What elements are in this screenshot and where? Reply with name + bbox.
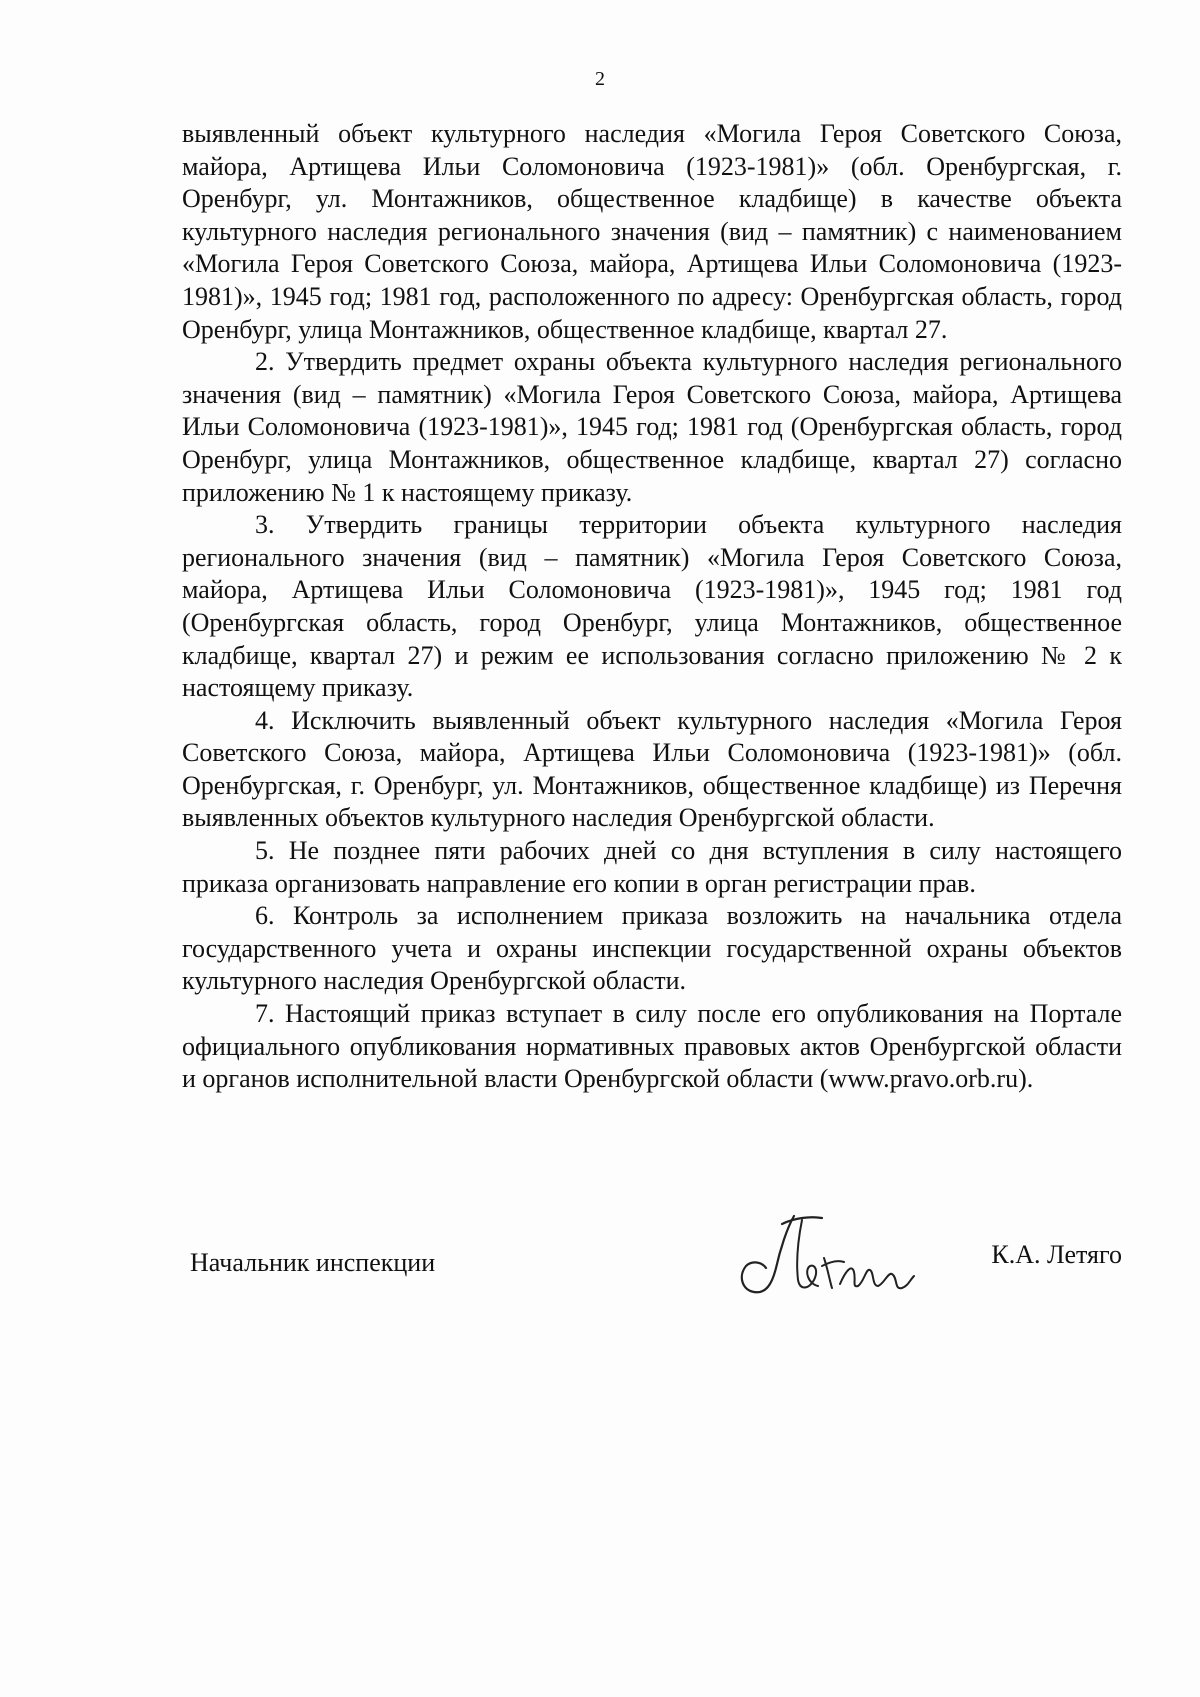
signatory-title: Начальник инспекции [190,1248,436,1277]
handwritten-signature [732,1210,922,1300]
signatory-name: К.А. Летяго [991,1240,1122,1269]
paragraph-item-3: 3. Утвердить границы территории объекта культурного наследия регионального значения (вид – памятник) «Могила Героя Советского Союза, майора, Артищева Ильи Соломоновича (1923-1981)», 1945 год; 1981 год (Оренбургская область, город Оренбург, улица Монтажников, общественное кладбище, квартал 27) и режим ее использования согласно приложению № 2 к настоящему приказу. [182,510,1122,703]
document-body [182,118,1122,1096]
page-number: 2 [595,68,605,90]
paragraph-continuation: выявленный объект культурного наследия «Могила Героя Советского Союза, майора, Артищева Ильи Соломоновича (1923-1981)» (обл. Оренбургская, г. Оренбург, ул. Монтажников, общественное кладбище) в качестве объекта культурного наследия регионального значения (вид – памятник) с наименованием «Могила Героя Советского Союза, майора, Артищева Ильи Соломоновича (1923-1981)», 1945 год; 1981 год, расположенного по адресу: Оренбургская область, город Оренбург, улица Монтажников, общественное кладбище, квартал 27. [182,119,1122,344]
signature-block [182,1210,1122,1300]
paragraph-item-4: 4. Исключить выявленный объект культурного наследия «Могила Героя Советского Союза, майора, Артищева Ильи Соломоновича (1923-1981)» (обл. Оренбургская, г. Оренбург, ул. Монтажников, общественное кладбище) из Перечня выявленных объектов культурного наследия Оренбургской области. [182,705,1122,833]
paragraph-item-5: 5. Не позднее пяти рабочих дней со дня вступления в силу настоящего приказа организовать направление его копии в орган регистрации прав. [182,836,1122,898]
paragraph-item-6: 6. Контроль за исполнением приказа возложить на начальника отдела государственного учета и охраны инспекции государственной охраны объектов культурного наследия Оренбургской области. [182,901,1122,996]
paragraph-item-2: 2. Утвердить предмет охраны объекта культурного наследия регионального значения (вид – памятник) «Могила Героя Советского Союза, майора, Артищева Ильи Соломоновича (1923-1981)», 1945 год; 1981 год (Оренбургская область, город Оренбург, улица Монтажников, общественное кладбище, квартал 27) согласно приложению № 1 к настоящему приказу. [182,347,1122,507]
paragraph-item-7: 7. Настоящий приказ вступает в силу после его опубликования на Портале официального опубликования нормативных правовых актов Оренбургской области и органов исполнительной власти Оренбургской области (www.pravo.orb.ru). [182,999,1122,1094]
